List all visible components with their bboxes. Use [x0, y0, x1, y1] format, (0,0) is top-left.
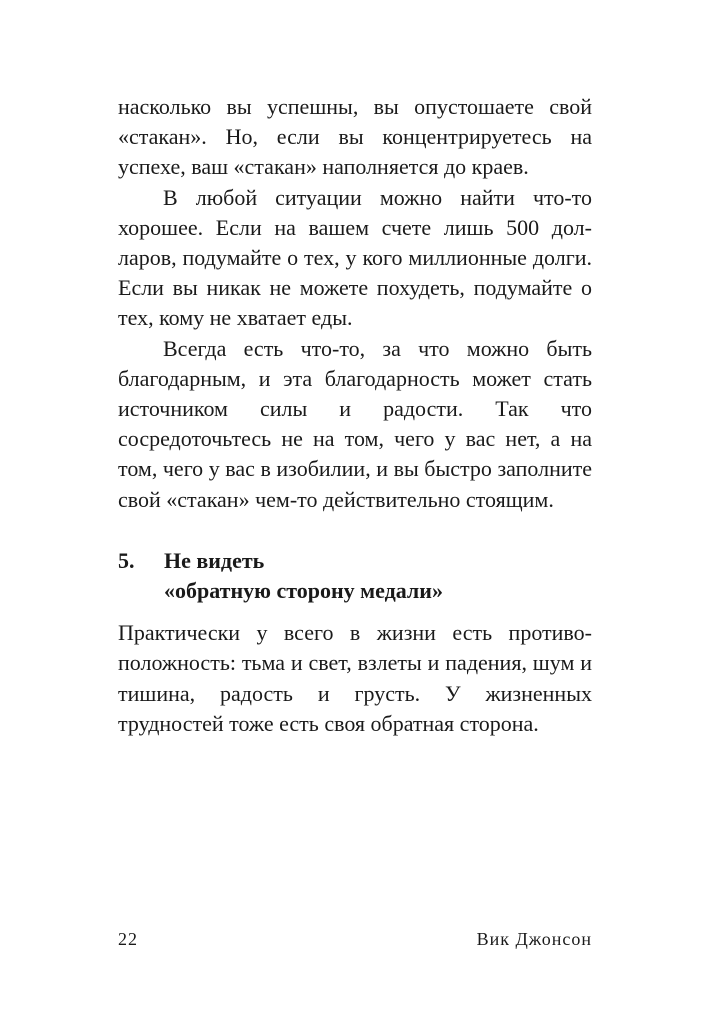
section-title-line-1: Не видеть — [164, 547, 265, 573]
paragraph: В любой ситуации можно найти что-то хорошее. Если на вашем счете лишь 500 долларов, подумайте о тех, у кого миллионные долги. Если вы никак не можете похудеть, подумайте о тех, кому не хватает еды. — [118, 184, 592, 331]
section-number: 5. — [118, 547, 135, 573]
page-number: 22 — [118, 929, 138, 949]
page-body — [118, 92, 592, 739]
section-title-line-2: «обратную сторону медали» — [164, 578, 443, 604]
section-heading — [118, 546, 592, 606]
paragraph-continued: насколько вы успешны, вы опустошаете свой «стакан». Но, если вы концентрируетесь на успехе, ваш «стакан» наполняется до краев. — [118, 94, 592, 180]
paragraph: Практически у всего в жизни есть противоположность: тьма и свет, взлеты и падения, шум и тишина, радость и грусть. У жизненных трудностей тоже есть своя обратная сторона. — [118, 620, 592, 736]
running-author: Вик Джонсон — [476, 929, 592, 949]
paragraph: Всегда есть что-то, за что можно быть благодарным, и эта благодарность может стать источником силы и радости. Так что сосредоточьтесь не на том, чего у вас нет, а на том, чего у вас в изобилии, и вы быстро заполните свой «стакан» чем-то действительно стоящим. — [118, 335, 592, 512]
section-title — [118, 546, 592, 606]
